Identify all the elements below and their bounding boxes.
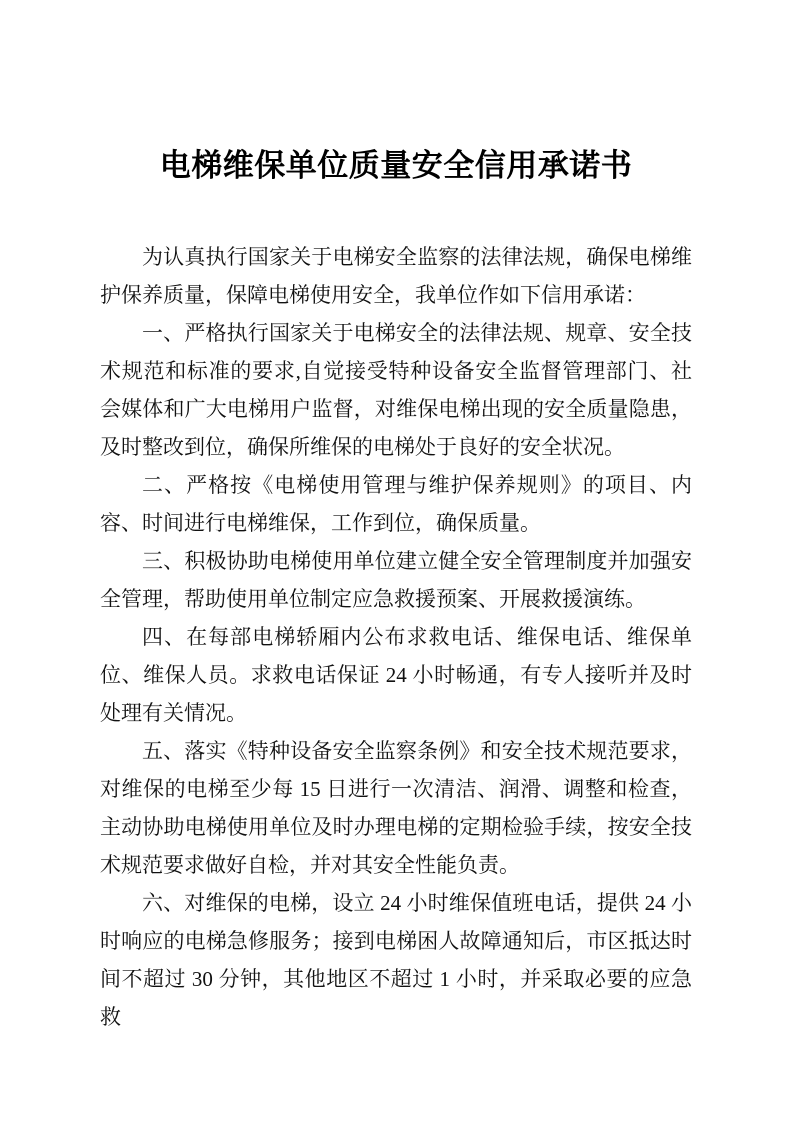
item-6-paragraph: 六、对维保的电梯，设立 24 小时维保值班电话，提供 24 小时响应的电梯急修服务；接到电梯困人故障通知后，市区抵达时间不超过 30 分钟，其他地区不超过 1 小时，并采取必要的应急救 xyxy=(100,891,692,1030)
document-title-text: 电梯维保单位质量安全信用承诺书 xyxy=(159,148,633,183)
item-3-paragraph: 三、积极协助电梯使用单位建立健全安全管理制度并加强安全管理，帮助使用单位制定应急救援预案、开展救援演练。 xyxy=(100,549,692,612)
item-1-paragraph: 一、严格执行国家关于电梯安全的法律法规、规章、安全技术规范和标准的要求,自觉接受特种设备安全监督管理部门、社会媒体和广大电梯用户监督，对维保电梯出现的安全质量隐患，及时整改到位，确保所维保的电梯处于良好的安全状况。 xyxy=(100,321,692,460)
intro-paragraph: 为认真执行国家关于电梯安全监察的法律法规，确保电梯维护保养质量，保障电梯使用安全，我单位作如下信用承诺： xyxy=(100,245,692,308)
document-title xyxy=(100,146,692,186)
item-2-paragraph: 二、严格按《电梯使用管理与维护保养规则》的项目、内容、时间进行电梯维保，工作到位，确保质量。 xyxy=(100,473,692,536)
item-4-paragraph: 四、在每部电梯轿厢内公布求救电话、维保电话、维保单位、维保人员。求救电话保证 24 小时畅通，有专人接听并及时处理有关情况。 xyxy=(100,625,692,726)
document-body xyxy=(100,238,692,1036)
item-5-paragraph: 五、落实《特种设备安全监察条例》和安全技术规范要求，对维保的电梯至少每 15 日进行一次清洁、润滑、调整和检查，主动协助电梯使用单位及时办理电梯的定期检验手续，按安全技术规范要求做好自检，并对其安全性能负责。 xyxy=(100,739,692,878)
